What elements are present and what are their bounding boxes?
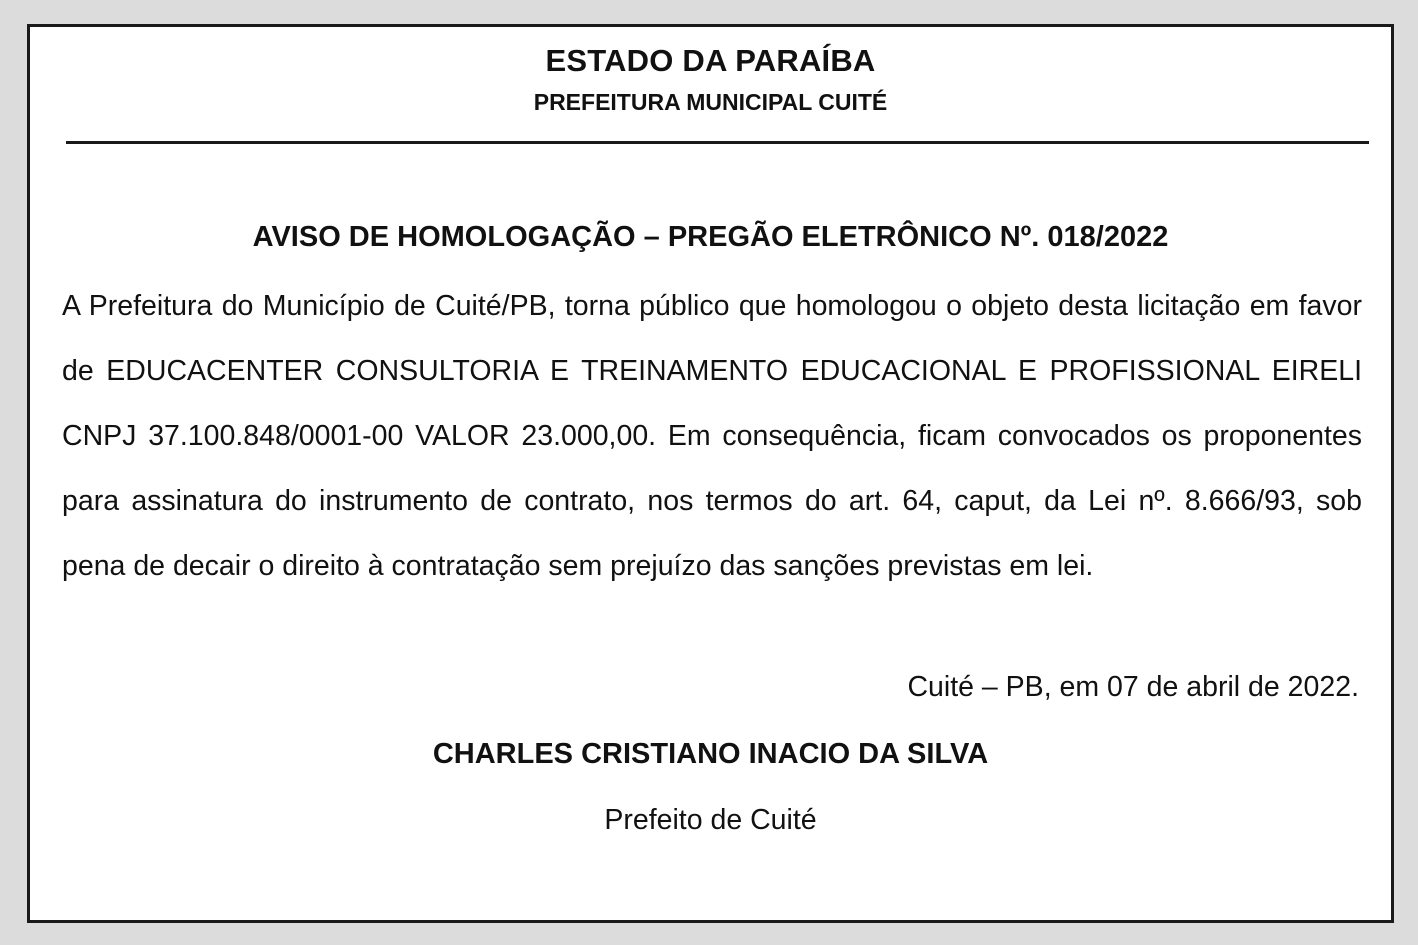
header-divider [66, 141, 1369, 144]
notice-body: A Prefeitura do Município de Cuité/PB, torna público que homologou o objeto desta licitação em favor de EDUCACENTER CONSULTORIA E TREINAMENTO EDUCACIONAL E PROFISSIONAL EIRELI CNPJ 37.100.848/0001-00 VALOR 23.000,00. Em consequência, ficam convocados os proponentes para assinatura do instrumento de contrato, nos termos do art. 64, caput, da Lei nº. 8.666/93, sob pena de decair o direito à contratação sem prejuízo das sanções previstas em lei. [62, 290, 1362, 582]
organization-title: PREFEITURA MUNICIPAL CUITÉ [533, 89, 888, 115]
state-title: ESTADO DA PARAÍBA [545, 43, 876, 78]
notice-box [27, 24, 1394, 923]
signatory-name: CHARLES CRISTIANO INACIO DA SILVA [432, 738, 989, 770]
notice-heading: AVISO DE HOMOLOGAÇÃO – PREGÃO ELETRÔNICO Nº. 018/2022 [252, 221, 1169, 253]
signatory-role: Prefeito de Cuité [604, 804, 817, 836]
date-line: Cuité – PB, em 07 de abril de 2022. [907, 671, 1359, 703]
